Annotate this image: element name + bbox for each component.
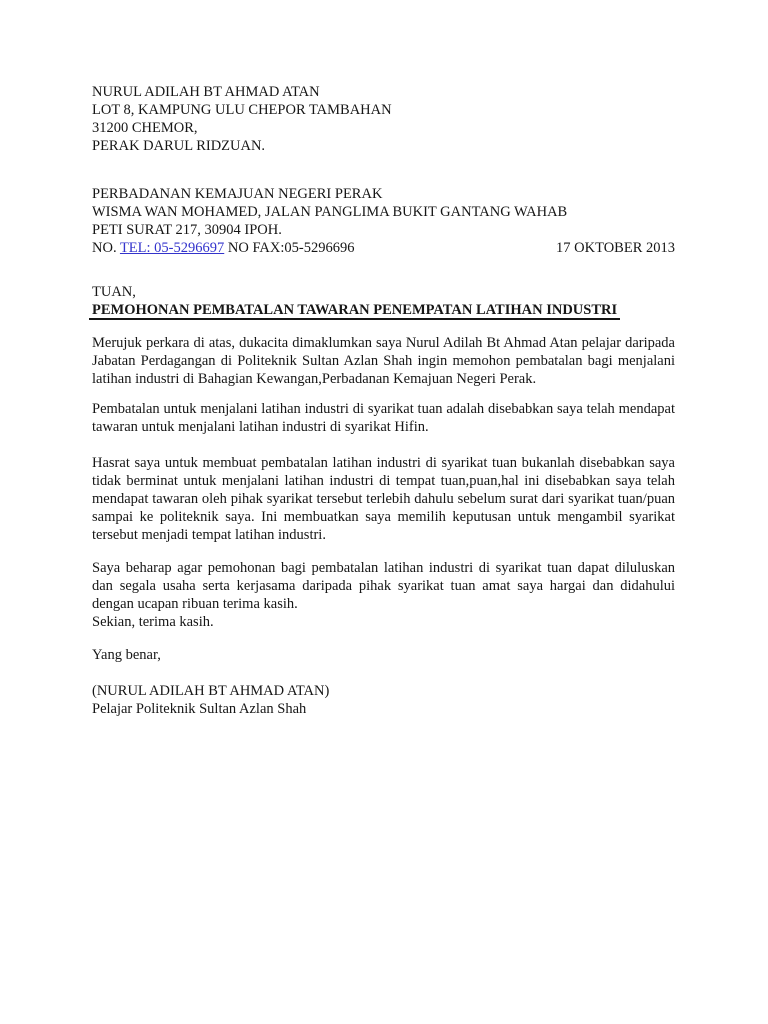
recipient-address-line: PETI SURAT 217, 30904 IPOH. bbox=[92, 222, 282, 238]
sender-address-line: NURUL ADILAH BT AHMAD ATAN bbox=[92, 84, 320, 100]
signatory-role: Pelajar Politeknik Sultan Azlan Shah bbox=[92, 701, 307, 717]
subject-text: PEMOHONAN PEMBATALAN TAWARAN PENEMPATAN LATIHAN INDUSTRI bbox=[89, 302, 620, 320]
sender-address-line: PERAK DARUL RIDZUAN. bbox=[92, 138, 266, 154]
recipient-address-line: WISMA WAN MOHAMED, JALAN PANGLIMA BUKIT GANTANG WAHAB bbox=[92, 204, 568, 220]
sender-address-line: 31200 CHEMOR, bbox=[92, 120, 198, 136]
subject-line bbox=[92, 301, 675, 319]
recipient-address-block bbox=[92, 185, 675, 257]
body-paragraph-4: Saya beharap agar pemohonan bagi pembatalan latihan industri di syarikat tuan dapat diluluskan dan segala usaha serta kerjasama daripada pihak syarikat tuan amat saya hargai dan didahului dengan ucapan ribuan terima kasih. bbox=[92, 560, 675, 612]
sender-address-line: LOT 8, KAMPUNG ULU CHEPOR TAMBAHAN bbox=[92, 102, 392, 118]
contact-numbers bbox=[92, 239, 354, 257]
fax-number: NO FAX:05-5296696 bbox=[224, 240, 355, 256]
salutation-and-subject bbox=[92, 283, 675, 319]
signatory-name: (NURUL ADILAH BT AHMAD ATAN) bbox=[92, 683, 330, 699]
sender-address-block bbox=[92, 83, 675, 155]
tel-link[interactable]: TEL: 05-5296697 bbox=[119, 240, 225, 256]
closing-thanks-line: Sekian, terima kasih. bbox=[92, 614, 214, 630]
letter-date: 17 OKTOBER 2013 bbox=[556, 240, 675, 256]
body-paragraph-1: Merujuk perkara di atas, dukacita dimaklumkan saya Nurul Adilah Bt Ahmad Atan pelajar daripada Jabatan Perdagangan di Politeknik Sultan Azlan Shah ingin memohon pembatalan bagi menjalani latihan industri di Bahagian Kewangan,Perbadanan Kemajuan Negeri Perak. bbox=[92, 335, 675, 387]
contact-and-date-line bbox=[92, 239, 675, 257]
body-paragraph-2: Pembatalan untuk menjalani latihan industri di syarikat tuan adalah disebabkan saya telah mendapat tawaran untuk menjalani latihan industri di syarikat Hifin. bbox=[92, 401, 675, 435]
salutation: TUAN, bbox=[92, 284, 136, 300]
valediction: Yang benar, bbox=[92, 647, 161, 663]
tel-prefix: NO. bbox=[92, 240, 120, 256]
body-paragraph-3: Hasrat saya untuk membuat pembatalan latihan industri di syarikat tuan bukanlah disebabkan saya tidak berminat untuk menjalani latihan industri di tempat tuan,puan,hal ini disebabkan saya telah mendapat tawaran oleh pihak syarikat tersebut terlebih dahulu sebelum surat dari syarikat tuan/puan sampai ke politeknik saya. Ini membuatkan saya memilih keputusan untuk mengambil syarikat tersebut menjadi tempat latihan industri. bbox=[92, 455, 675, 543]
recipient-address-line: PERBADANAN KEMAJUAN NEGERI PERAK bbox=[92, 186, 383, 202]
